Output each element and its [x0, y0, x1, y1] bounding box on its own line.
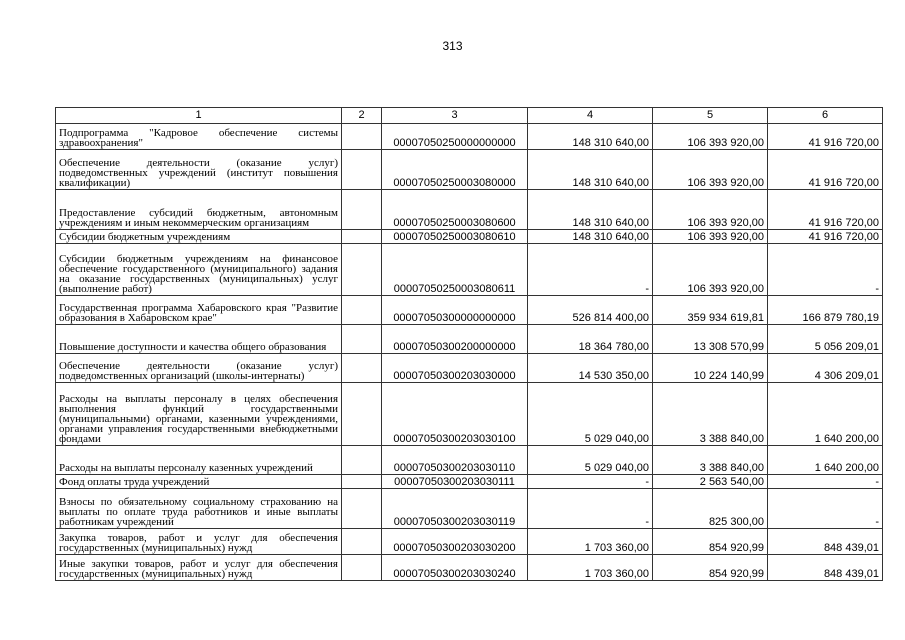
table-row — [56, 190, 883, 230]
row-value-cell: 854 920,99 — [653, 529, 768, 555]
table-row — [56, 354, 883, 383]
row-value-cell: 3 388 840,00 — [653, 383, 768, 446]
table-row — [56, 555, 883, 581]
column-header: 4 — [528, 108, 653, 124]
row-value-cell: 166 879 780,19 — [768, 296, 883, 325]
row-value-cell: - — [528, 475, 653, 489]
column-header: 5 — [653, 108, 768, 124]
row-code-cell: 00007050300000000000 — [382, 296, 528, 325]
row-value-cell: 18 364 780,00 — [528, 325, 653, 354]
row-value-cell: 10 224 140,99 — [653, 354, 768, 383]
row-name-cell: Предоставление субсидий бюджетным, автономным учреждениям и иным некоммерческим организациям — [56, 190, 342, 230]
row-name-cell: Обеспечение деятельности (оказание услуг) подведомственных организаций (школы-интернаты) — [56, 354, 342, 383]
row-code-cell: 00007050300203030110 — [382, 446, 528, 475]
row-name-cell: Иные закупки товаров, работ и услуг для обеспечения государственных (муниципальных) нужд — [56, 555, 342, 581]
row-value-cell: 148 310 640,00 — [528, 190, 653, 230]
row-value-cell: - — [528, 244, 653, 296]
row-col2-cell — [342, 555, 382, 581]
row-value-cell: - — [768, 244, 883, 296]
row-name-cell: Расходы на выплаты персоналу казенных учреждений — [56, 446, 342, 475]
row-code-cell: 00007050300203030119 — [382, 489, 528, 529]
row-value-cell: 41 916 720,00 — [768, 124, 883, 150]
header-row — [56, 108, 883, 124]
row-name-cell: Фонд оплаты труда учреждений — [56, 475, 342, 489]
table-row — [56, 150, 883, 190]
row-col2-cell — [342, 446, 382, 475]
table-row — [56, 124, 883, 150]
row-code-cell: 00007050250003080610 — [382, 230, 528, 244]
row-value-cell: - — [768, 475, 883, 489]
row-name-cell: Государственная программа Хабаровского края "Развитие образования в Хабаровском крае" — [56, 296, 342, 325]
table-row — [56, 489, 883, 529]
row-code-cell: 00007050300200000000 — [382, 325, 528, 354]
table-row — [56, 296, 883, 325]
row-value-cell: 106 393 920,00 — [653, 190, 768, 230]
row-value-cell: 1 640 200,00 — [768, 446, 883, 475]
row-code-cell: 00007050250003080600 — [382, 190, 528, 230]
row-name-cell: Обеспечение деятельности (оказание услуг) подведомственных учреждений (институт повышения квалификации) — [56, 150, 342, 190]
row-col2-cell — [342, 325, 382, 354]
table-row — [56, 244, 883, 296]
budget-table — [55, 107, 883, 581]
column-header: 3 — [382, 108, 528, 124]
row-value-cell: 5 029 040,00 — [528, 383, 653, 446]
row-value-cell: 41 916 720,00 — [768, 150, 883, 190]
row-value-cell: 13 308 570,99 — [653, 325, 768, 354]
column-header: 2 — [342, 108, 382, 124]
row-value-cell: 359 934 619,81 — [653, 296, 768, 325]
row-code-cell: 00007050300203030000 — [382, 354, 528, 383]
row-name-cell: Подпрограмма "Кадровое обеспечение системы здравоохранения" — [56, 124, 342, 150]
row-value-cell: 41 916 720,00 — [768, 230, 883, 244]
row-name-cell: Взносы по обязательному социальному страхованию на выплаты по оплате труда работников и иные выплаты работникам учреждений — [56, 489, 342, 529]
table-row — [56, 230, 883, 244]
row-name-cell: Расходы на выплаты персоналу в целях обеспечения выполнения функций государственными (муниципальными) органами, казенными учреждениями, органами управления государственными внебюджетными фондами — [56, 383, 342, 446]
row-name-cell: Повышение доступности и качества общего образования — [56, 325, 342, 354]
row-col2-cell — [342, 190, 382, 230]
row-name-cell: Субсидии бюджетным учреждениям на финансовое обеспечение государственного (муниципального) задания на оказание государственных (муниципальных) услуг (выполнение работ) — [56, 244, 342, 296]
row-value-cell: 14 530 350,00 — [528, 354, 653, 383]
row-value-cell: 41 916 720,00 — [768, 190, 883, 230]
column-header: 1 — [56, 108, 342, 124]
row-value-cell: 148 310 640,00 — [528, 124, 653, 150]
row-col2-cell — [342, 475, 382, 489]
row-col2-cell — [342, 383, 382, 446]
row-code-cell: 00007050300203030200 — [382, 529, 528, 555]
row-value-cell: - — [528, 489, 653, 529]
row-col2-cell — [342, 150, 382, 190]
row-code-cell: 00007050300203030111 — [382, 475, 528, 489]
row-value-cell: 106 393 920,00 — [653, 150, 768, 190]
row-col2-cell — [342, 230, 382, 244]
table-row — [56, 383, 883, 446]
row-value-cell: 848 439,01 — [768, 555, 883, 581]
row-name-cell: Субсидии бюджетным учреждениям — [56, 230, 342, 244]
row-value-cell: 148 310 640,00 — [528, 230, 653, 244]
row-col2-cell — [342, 529, 382, 555]
table-row — [56, 446, 883, 475]
row-value-cell: 825 300,00 — [653, 489, 768, 529]
row-col2-cell — [342, 124, 382, 150]
table-row — [56, 325, 883, 354]
row-col2-cell — [342, 489, 382, 529]
row-col2-cell — [342, 244, 382, 296]
row-code-cell: 00007050300203030240 — [382, 555, 528, 581]
row-code-cell: 00007050250003080611 — [382, 244, 528, 296]
row-value-cell: 5 029 040,00 — [528, 446, 653, 475]
row-name-cell: Закупка товаров, работ и услуг для обеспечения государственных (муниципальных) нужд — [56, 529, 342, 555]
page-number: 313 — [442, 39, 463, 53]
row-code-cell: 00007050300203030100 — [382, 383, 528, 446]
row-value-cell: 1 703 360,00 — [528, 529, 653, 555]
row-code-cell: 00007050250003080000 — [382, 150, 528, 190]
table-row — [56, 475, 883, 489]
row-value-cell: 3 388 840,00 — [653, 446, 768, 475]
row-value-cell: 148 310 640,00 — [528, 150, 653, 190]
row-code-cell: 00007050250000000000 — [382, 124, 528, 150]
row-value-cell: 854 920,99 — [653, 555, 768, 581]
row-value-cell: 2 563 540,00 — [653, 475, 768, 489]
row-value-cell: 4 306 209,01 — [768, 354, 883, 383]
row-value-cell: 1 703 360,00 — [528, 555, 653, 581]
row-value-cell: - — [768, 489, 883, 529]
row-col2-cell — [342, 296, 382, 325]
column-header: 6 — [768, 108, 883, 124]
row-value-cell: 106 393 920,00 — [653, 230, 768, 244]
row-value-cell: 106 393 920,00 — [653, 244, 768, 296]
row-value-cell: 5 056 209,01 — [768, 325, 883, 354]
row-value-cell: 1 640 200,00 — [768, 383, 883, 446]
row-value-cell: 106 393 920,00 — [653, 124, 768, 150]
row-value-cell: 526 814 400,00 — [528, 296, 653, 325]
table-row — [56, 529, 883, 555]
row-value-cell: 848 439,01 — [768, 529, 883, 555]
row-col2-cell — [342, 354, 382, 383]
